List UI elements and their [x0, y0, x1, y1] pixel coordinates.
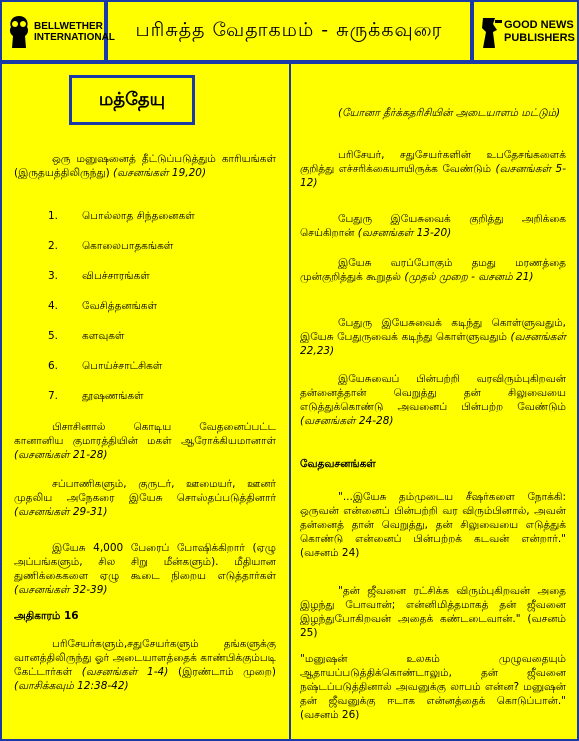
good-news-logo: [477, 14, 575, 50]
verses-heading: வேதவசனங்கள்: [300, 458, 376, 470]
right-paragraph-2: பரிசேயர், சதுசேயர்களின் உபதேசங்களைக் குறித்து எச்சரிக்கையாயிருக்க வேண்டும் (வசனங்கள் 5-12): [300, 149, 567, 189]
left-paragraph-3: சப்பாணிகளும், குருடர், ஊமையர், ஊனர் முதலிய அநேகரை இயேசு சொஸ்தப்படுத்தினார் (வசனங்கள் 29-31): [14, 478, 276, 518]
left-paragraph-2: பிசாசினால் கொடிய வேதனைப்பட்ட கானானிய குமாரத்தியின் மகள் ஆரோக்கியமானாள் (வசனங்கள் 21-28): [14, 421, 276, 461]
right-paragraph-3: பேதுரு இயேசுவைக் குறித்து அறிக்கை செய்கிறான் (வசனங்கள் 13-20): [300, 213, 566, 239]
right-paragraph-4: இயேசு வரப்போகும் தமது மரணத்தை முன்குறித்துக் கூறுதல் (முதல் முறை - வசனம் 21): [300, 257, 566, 283]
logo-line2: INTERNATIONAL: [34, 32, 115, 43]
logo-line2: PUBLISHERS: [504, 32, 575, 44]
logo-line1: GOOD NEWS: [504, 19, 574, 31]
herald-icon: [477, 14, 503, 50]
bellwether-logo: [6, 14, 115, 50]
left-paragraph-4: இயேசு 4,000 பேரைப் போஷிக்கிறார் (ஏழு அப்பங்களும், சில சிறு மீன்களும்). மீதியான துணிக்கைகளை ஏழு கூடை நிறைய எடுத்தார்கள் (வசனங்கள் 32-39): [14, 542, 276, 596]
right-paragraph-5: பேதுரு இயேசுவைக் கடிந்து கொள்ளுவதும், இயேசு பேதுருவைக் கடிந்து கொள்ளுவதும் (வசனங்கள் 22,23): [300, 317, 566, 357]
logo-line1: BELLWETHER: [34, 21, 103, 32]
chapter-heading: அதிகாரம் 16: [14, 610, 79, 622]
page-title: பரிசுத்த வேதாகமம் - சுருக்கவுரை: [135, 18, 443, 41]
right-paragraph-6: இயேசுவைப் பின்பற்றி வரவிரும்புகிறவன் தன்னைத்தான் வெறுத்து தன் சிலுவையை எடுத்துக்கொண்டு அவனைப் பின்பற்ற வேண்டும் (வசனங்கள் 24-28): [300, 373, 566, 427]
verse-quote-2: "தன் ஜீவனை ரட்சிக்க விரும்புகிறவன் அதை இழந்து போவான்; என்னிமித்தமாகத் தன் ஜீவனை இழந்துபோகிறவன் அதைக் கண்டடைவான்." (வசனம் 25): [300, 585, 566, 639]
book-title: மத்தேயு: [69, 75, 195, 125]
ram-icon: [6, 14, 32, 50]
left-paragraph-5: பரிசேயர்களும்,சதுசேயர்களும் தங்களுக்கு வானத்திலிருந்து ஓர் அடையாளத்தைக் காண்பிக்கும்படி கேட்டார்கள் (வசனங்கள் 1-4) (இரண்டாம் முறை) (வாசிக்கவும் 12:38-42): [14, 638, 276, 692]
right-paragraph-1: (யோனா தீர்க்கதரிசியின் அடையாளம் மட்டும்): [338, 107, 561, 119]
verse-quote-3: "மனுஷன் உலகம் முழுவதையும் ஆதாயப்படுத்திக்கொண்டாலும், தன் ஜீவனை நஷ்டப்படுத்தினால் அவனுக்கு லாபம் என்ன? மனுஷன் தன் ஜீவனுக்கு ஈடாக என்னத்தைக் கொடுப்பான்." (வசனம் 26): [300, 653, 566, 721]
verse-quote-1: "...இயேசு தம்முடைய சீஷர்களை நோக்கி: ஒருவன் என்னைப் பின்பற்றி வர விரும்பினால், அவன் தன்னைத் தான் வெறுத்து, தன் சிலுவையை எடுத்துக் கொண்டு என்னைப் பின்பற்றக் கடவன் என்றார்." (வசனம் 24): [300, 491, 566, 559]
left-paragraph-1: ஒரு மனுஷனைத் தீட்டுப்படுத்தும் காரியங்கள் (இருதயத்திலிருந்து) (வசனங்கள் 19,20): [14, 153, 276, 179]
